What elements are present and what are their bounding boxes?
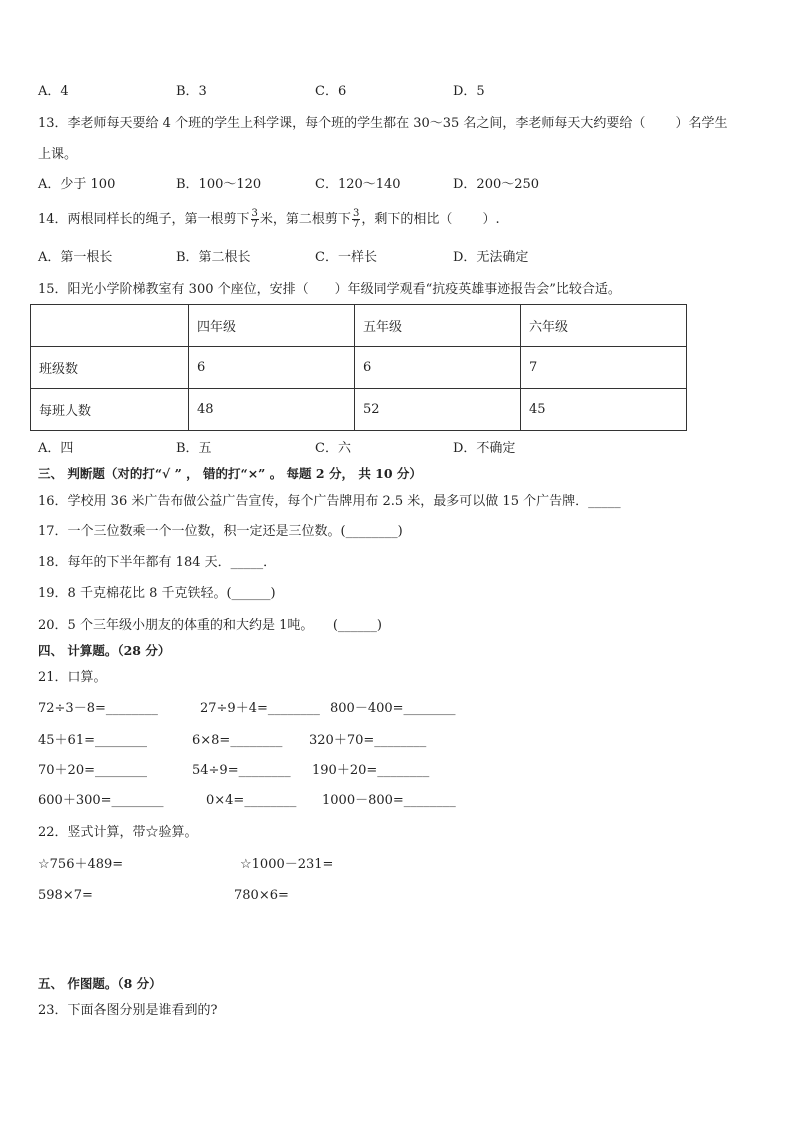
vertical-calc-item: 598×7= (38, 888, 93, 903)
table-cell: 48 (189, 389, 355, 431)
table-cell (31, 305, 189, 347)
q20-text: 20．5 个三年级小朋友的体重的和大约是 1吨。 (______) (38, 618, 382, 633)
q13-option-c: C．120～140 (315, 177, 401, 192)
q13-text-line1: 13．李老师每天要给 4 个班的学生上科学课，每个班的学生都在 30～35 名之间，李老师每天大约要给（ ）名学生 (38, 116, 728, 131)
table-row (31, 347, 687, 389)
q15-option-a: A．四 (38, 441, 74, 456)
q13-text-line2: 上课。 (38, 147, 78, 162)
q22-title: 22．竖式计算，带☆验算。 (38, 825, 198, 840)
oral-calc-item: 70＋20=________ (38, 763, 147, 778)
table-cell: 班级数 (31, 347, 189, 389)
q14-option-c: C．一样长 (315, 250, 377, 265)
table-header-grade6: 六年级 (521, 305, 687, 347)
q21-title: 21．口算。 (38, 670, 107, 685)
q12-option-c: C．6 (315, 84, 347, 99)
q17-text: 17．一个三位数乘一个一位数，积一定还是三位数。(________) (38, 524, 403, 539)
oral-calc-item: 54÷9=________ (192, 763, 291, 778)
q18-text: 18．每年的下半年都有 184 天．_____． (38, 555, 277, 570)
oral-calc-item: 72÷3－8=________ (38, 701, 158, 716)
oral-calc-item: 27÷9＋4=________ (200, 701, 320, 716)
section-4-title: 四、 计算题。（28 分） (38, 643, 171, 658)
q15-grade-table (30, 304, 687, 431)
q14-part3: ，剩下的相比（ ）. (361, 212, 500, 227)
oral-calc-item: 320＋70=________ (309, 733, 427, 748)
oral-calc-item: 190＋20=________ (312, 763, 430, 778)
table-header-grade4: 四年级 (189, 305, 355, 347)
table-header-row (31, 305, 687, 347)
q13-option-a: A．少于 100 (38, 177, 116, 192)
vertical-calc-item: ☆756＋489= (38, 857, 124, 872)
q14-fraction-2: $\frac{3}{7}$ (352, 208, 360, 230)
section-3-title: 三、 判断题（对的打“√ ” ， 错的打“×” 。 每题 2 分， 共 10 分） (38, 466, 422, 481)
q13-option-d: D．200～250 (453, 177, 540, 192)
q15-option-d: D．不确定 (453, 441, 516, 456)
oral-calc-item: 1000－800=________ (322, 793, 456, 808)
q15-text: 15．阳光小学阶梯教室有 300 个座位，安排（ ）年级同学观看“抗疫英雄事迹报告会”比较合适。 (38, 282, 621, 297)
section-5-title: 五、 作图题。（8 分） (38, 976, 162, 991)
vertical-calc-item: 780×6= (234, 888, 289, 903)
q13-option-b: B．100～120 (176, 177, 262, 192)
q16-text: 16．学校用 36 米广告布做公益广告宣传，每个广告牌用布 2.5 米，最多可以做 15 个广告牌．_____ (38, 494, 621, 509)
q14-part1: 14．两根同样长的绳子，第一根剪下 (38, 212, 250, 227)
oral-calc-item: 0×4=________ (206, 793, 297, 808)
table-cell: 6 (355, 347, 521, 389)
q19-text: 19．8 千克棉花比 8 千克铁轻。(______) (38, 586, 276, 601)
q14-text (38, 208, 500, 232)
q14-fraction-1: $\frac{3}{7}$ (251, 208, 258, 230)
q12-option-b: B．3 (176, 84, 207, 99)
table-cell: 7 (521, 347, 687, 389)
table-row (31, 389, 687, 431)
table-cell: 45 (521, 389, 687, 431)
table-cell: 每班人数 (31, 389, 189, 431)
table-cell: 52 (355, 389, 521, 431)
q15-option-b: B．五 (176, 441, 212, 456)
q14-part2: 米，第二根剪下 (259, 212, 351, 227)
q12-option-d: D．5 (453, 84, 485, 99)
oral-calc-item: 600＋300=________ (38, 793, 164, 808)
q15-option-c: C．六 (315, 441, 351, 456)
table-cell: 6 (189, 347, 355, 389)
q14-option-d: D．无法确定 (453, 250, 529, 265)
vertical-calc-item: ☆1000－231= (240, 857, 334, 872)
table-header-grade5: 五年级 (355, 305, 521, 347)
oral-calc-item: 6×8=________ (192, 733, 283, 748)
q23-text: 23．下面各图分别是谁看到的? (38, 1003, 218, 1018)
oral-calc-item: 45＋61=________ (38, 733, 147, 748)
q12-option-a: A．4 (38, 84, 69, 99)
oral-calc-item: 800－400=________ (330, 701, 456, 716)
q14-option-b: B．第二根长 (176, 250, 251, 265)
q14-option-a: A．第一根长 (38, 250, 113, 265)
